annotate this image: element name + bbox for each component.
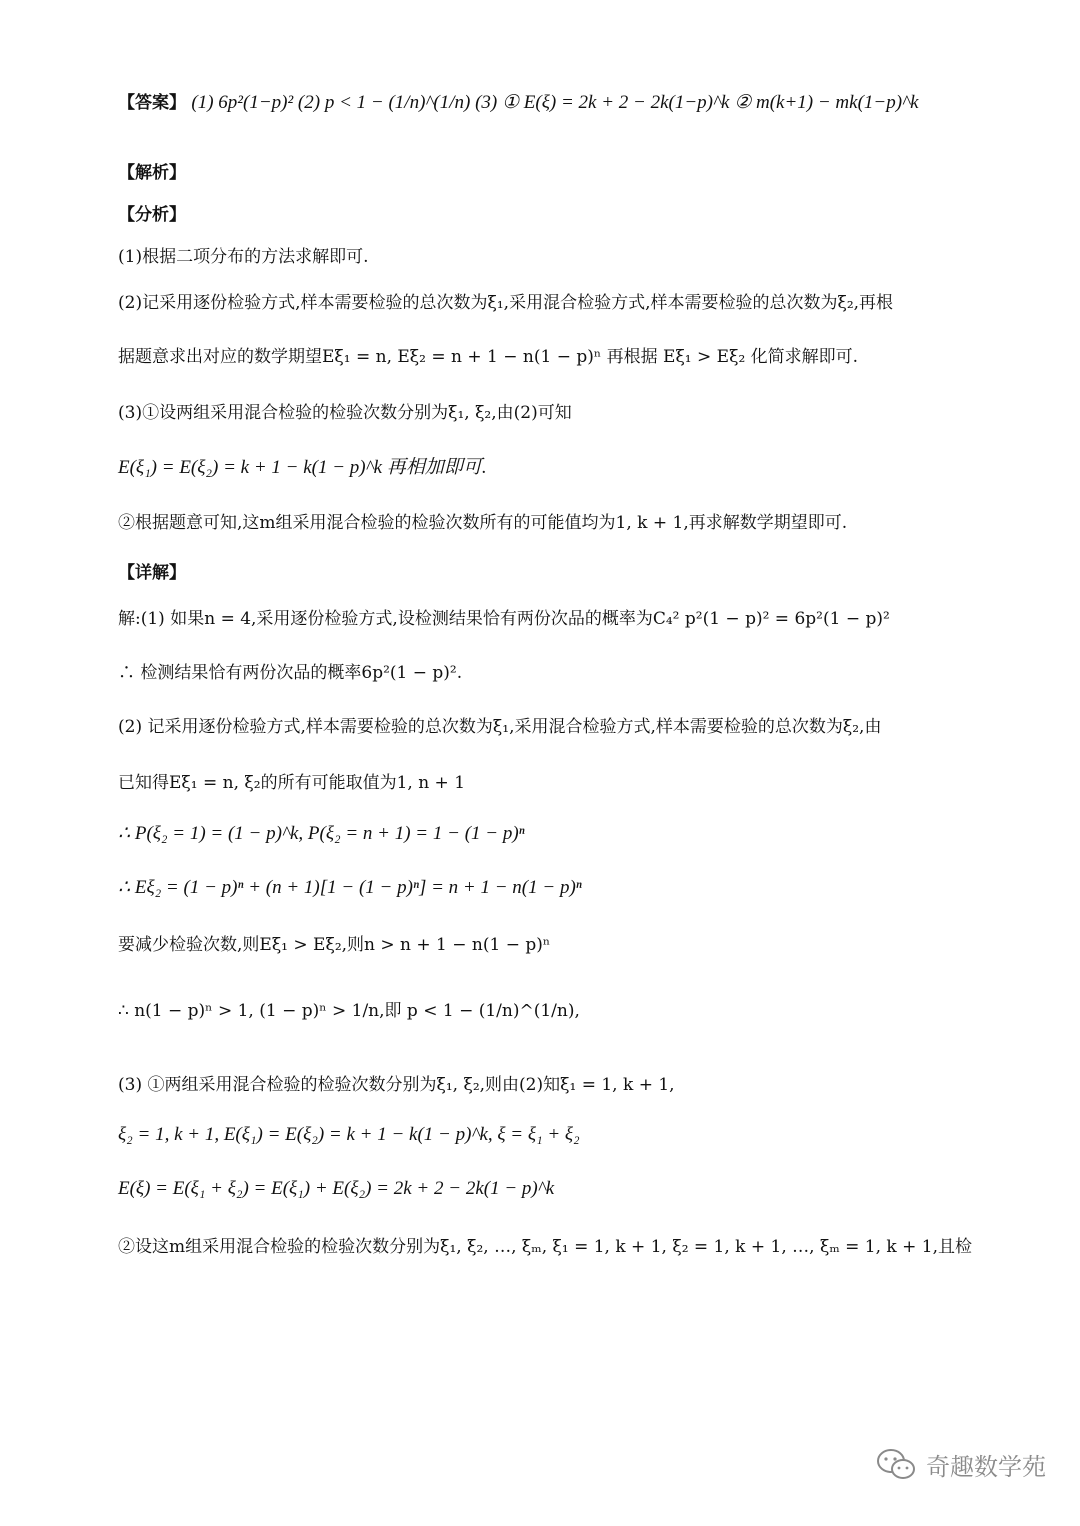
xiangjie-l10: ξ₂ = 1, k + 1, E(ξ₁) = E(ξ₂) = k + 1 − k(1 − p)^k, ξ = ξ₁ + ξ₂ (118, 1124, 580, 1145)
fenxi-p1: (1)根据二项分布的方法求解即可. (118, 247, 369, 267)
fenxi-p3b: E(ξ₁) = E(ξ₂) = k + 1 − k(1 − p)^k 再相加即可. (118, 457, 487, 478)
xiangjie-heading: 【详解】 (118, 563, 186, 583)
wechat-icon (876, 1448, 916, 1482)
fenxi-p3a: (3)①设两组采用混合检验的检验次数分别为ξ₁, ξ₂,由(2)可知 (118, 403, 572, 423)
xiangjie-l6: ∴ Eξ₂ = (1 − p)ⁿ + (n + 1)[1 − (1 − p)ⁿ] = n + 1 − n(1 − p)ⁿ (118, 877, 582, 898)
xiangjie-l11: E(ξ) = E(ξ₁ + ξ₂) = E(ξ₁) + E(ξ₂) = 2k + 2 − 2k(1 − p)^k (118, 1178, 555, 1199)
xiangjie-l5: ∴ P(ξ₂ = 1) = (1 − p)^k, P(ξ₂ = n + 1) = 1 − (1 − p)ⁿ (118, 823, 525, 844)
xiangjie-l4: 已知得Eξ₁ = n, ξ₂的所有可能取值为1, n + 1 (118, 773, 466, 793)
watermark-text: 奇趣数学苑 (926, 1453, 1046, 1481)
fenxi-heading: 【分析】 (118, 205, 186, 225)
fenxi-p2a: (2)记采用逐份检验方式,样本需要检验的总次数为ξ₁,采用混合检验方式,样本需要检验的总次数为ξ₂,再根 (118, 293, 894, 313)
xiangjie-l7: 要减少检验次数,则Eξ₁ > Eξ₂,则n > n + 1 − n(1 − p)ⁿ (118, 935, 551, 955)
xiangjie-l8: ∴ n(1 − p)ⁿ > 1, (1 − p)ⁿ > 1/n,即 p < 1 − (1/n)^(1/n), (118, 1001, 580, 1021)
xiangjie-l2: ∴ 检测结果恰有两份次品的概率6p²(1 − p)². (118, 663, 463, 683)
watermark (876, 1447, 1046, 1482)
fenxi-p3c: ②根据题意可知,这m组采用混合检验的检验次数所有的可能值均为1, k + 1,再求解数学期望即可. (118, 513, 848, 533)
analysis-heading: 【解析】 (118, 163, 186, 183)
answer-line (0, 88, 1080, 114)
answer-text: (1) 6p²(1−p)² (2) p < 1 − (1/n)^(1/n) (3) ① E(ξ) = 2k + 2 − 2k(1−p)^k ② m(k+1) − mk(1−p)^k (191, 92, 919, 113)
xiangjie-l9: (3) ①两组采用混合检验的检验次数分别为ξ₁, ξ₂,则由(2)知ξ₁ = 1, k + 1, (118, 1075, 675, 1095)
xiangjie-l3: (2) 记采用逐份检验方式,样本需要检验的总次数为ξ₁,采用混合检验方式,样本需要检验的总次数为ξ₂,由 (118, 717, 882, 737)
answer-label: 【答案】 (118, 93, 186, 113)
xiangjie-l1: 解:(1) 如果n = 4,采用逐份检验方式,设检测结果恰有两份次品的概率为C₄² p²(1 − p)² = 6p²(1 − p)² (118, 609, 890, 629)
xiangjie-l12: ②设这m组采用混合检验的检验次数分别为ξ₁, ξ₂, …, ξₘ, ξ₁ = 1, k + 1, ξ₂ = 1, k + 1, …, ξₘ = 1, k + 1,且检 (118, 1237, 972, 1257)
fenxi-p2b: 据题意求出对应的数学期望Eξ₁ = n, Eξ₂ = n + 1 − n(1 − p)ⁿ 再根据 Eξ₁ > Eξ₂ 化简求解即可. (118, 347, 859, 367)
